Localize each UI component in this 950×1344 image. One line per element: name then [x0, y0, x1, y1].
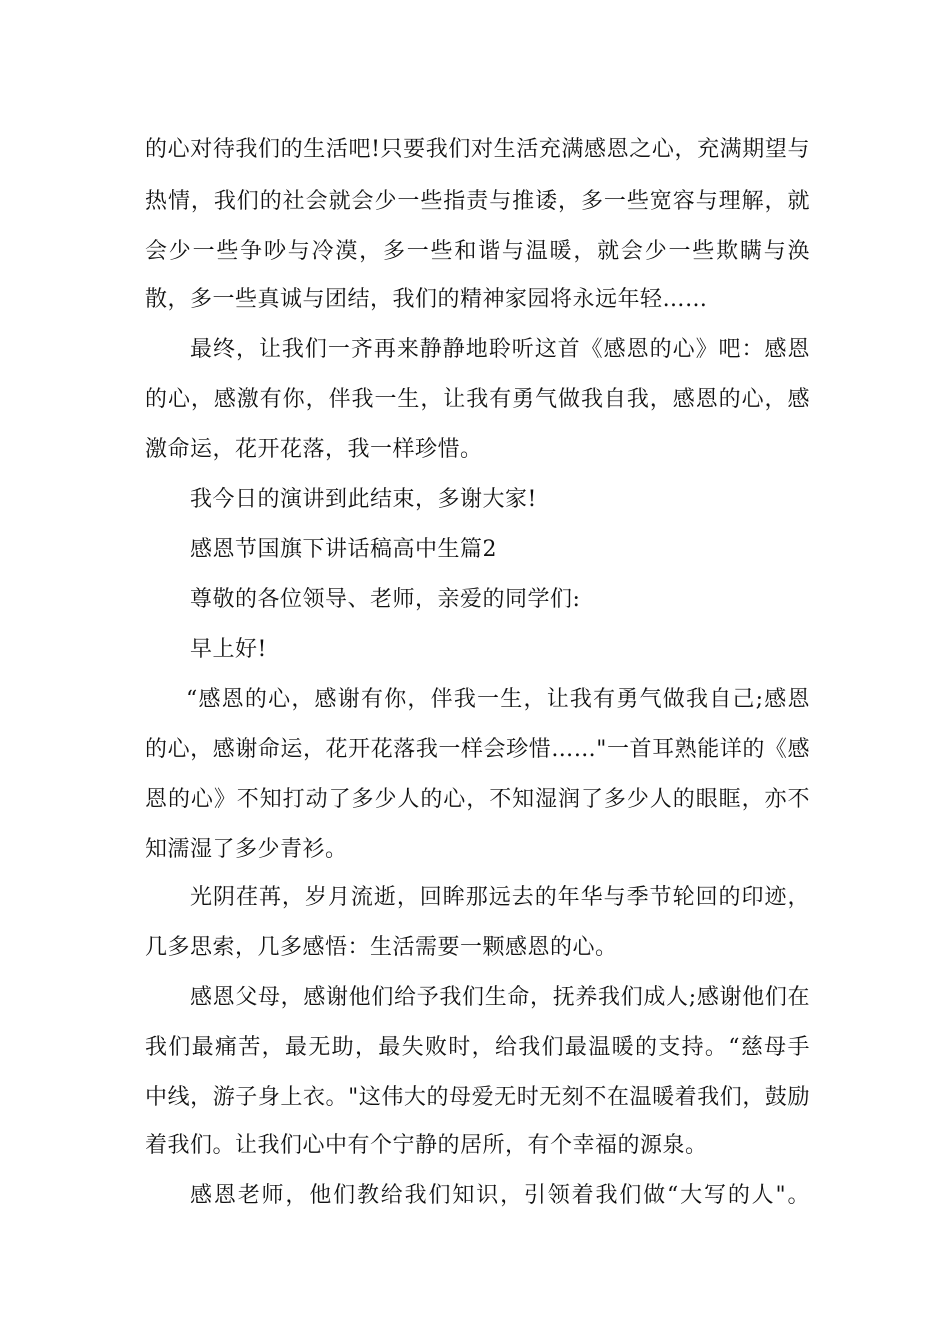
- text-line: 最终，让我们一齐再来静静地聆听这首《感恩的心》吧：感恩: [190, 337, 810, 362]
- text-line: 散，多一些真诚与团结，我们的精神家园将永远年轻……: [145, 287, 708, 312]
- text-line: 热情，我们的社会就会少一些指责与推诿，多一些宽容与理解，就: [145, 189, 810, 214]
- text-line: “感恩的心，感谢有你，伴我一生，让我有勇气做我自己;感恩: [186, 687, 810, 712]
- text-line: 激命运，花开花落，我一样珍惜。: [145, 437, 483, 462]
- salutation: 尊敬的各位领导、老师，亲爱的同学们:: [190, 587, 581, 612]
- greeting: 早上好!: [190, 637, 267, 662]
- text-line: 恩的心》不知打动了多少人的心，不知湿润了多少人的眼眶，亦不: [145, 787, 810, 812]
- text-line: 中线，游子身上衣。"这伟大的母爱无时无刻不在温暖着我们，鼓励: [145, 1085, 810, 1110]
- text-line: 几多思索，几多感悟：生活需要一颗感恩的心。: [145, 935, 618, 960]
- text-line: 会少一些争吵与冷漠，多一些和谐与温暖，就会少一些欺瞒与涣: [145, 239, 810, 264]
- text-line: 知濡湿了多少青衫。: [145, 837, 348, 862]
- text-line: 感恩老师，他们教给我们知识，引领着我们做“大写的人"。: [190, 1183, 810, 1208]
- text-line: 我今日的演讲到此结束，多谢大家!: [190, 487, 537, 512]
- text-line: 的心，感激有你，伴我一生，让我有勇气做我自我，感恩的心，感: [145, 387, 810, 412]
- text-line: 的心，感谢命运，花开花落我一样会珍惜……"一首耳熟能详的《感: [145, 737, 810, 762]
- text-line: 着我们。让我们心中有个宁静的居所，有个幸福的源泉。: [145, 1133, 708, 1158]
- text-line: 的心对待我们的生活吧!只要我们对生活充满感恩之心，充满期望与: [145, 137, 810, 162]
- section-heading: 感恩节国旗下讲话稿高中生篇2: [190, 537, 497, 562]
- text-line: 我们最痛苦，最无助，最失败时，给我们最温暖的支持。“慈母手: [145, 1035, 810, 1060]
- text-line: 感恩父母，感谢他们给予我们生命，抚养我们成人;感谢他们在: [190, 985, 810, 1010]
- text-line: 光阴荏苒，岁月流逝，回眸那远去的年华与季节轮回的印迹，: [190, 885, 810, 910]
